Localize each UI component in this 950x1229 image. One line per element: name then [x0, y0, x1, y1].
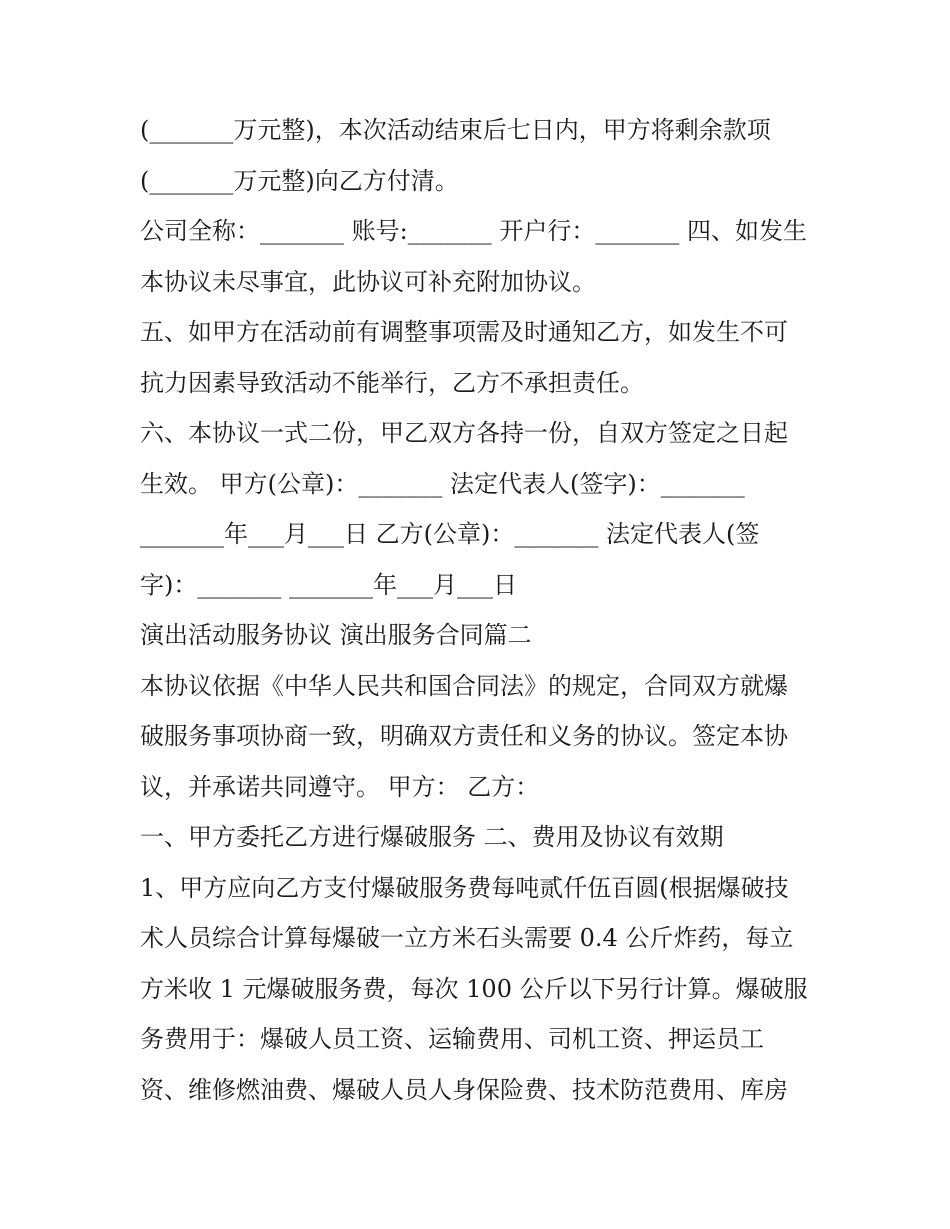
text-line: 抗力因素导致活动不能举行，乙方不承担责任。	[140, 368, 644, 397]
text-line: 公司全称：_______ 账号:_______ 开户行：_______ 四、如发生	[140, 217, 807, 245]
section-heading: 演出活动服务协议 演出服务合同篇二	[140, 621, 532, 649]
text-line: 本协议依据《中华人民共和国合同法》的规定，合同双方就爆	[140, 671, 788, 700]
text-line: 资、维修燃油费、爆破人员人身保险费、技术防范费用、库房	[140, 1075, 788, 1104]
text-line: 本协议未尽事宜，此协议可补充附加协议。	[140, 267, 596, 296]
text-line: 1、甲方应向乙方支付爆破服务费每吨贰仟伍百圆(根据爆破技	[140, 873, 789, 902]
text-line: _______年___月___日 乙方(公章)：_______ 法定代表人(签	[140, 520, 760, 548]
text-line: 术人员综合计算每爆破一立方米石头需要 0.4 公斤炸药，每立	[140, 924, 794, 952]
text-line: (_______万元整)，本次活动结束后七日内，甲方将剩余款项	[140, 116, 771, 144]
text-line: 破服务事项协商一致，明确双方责任和义务的协议。签定本协	[140, 722, 788, 750]
document-body	[140, 105, 830, 1115]
text-line: 字)：_______ _______年___月___日	[140, 570, 517, 599]
text-line: 务费用于：爆破人员工资、运输费用、司机工资、押运员工	[140, 1025, 764, 1053]
text-line: 议，并承诺共同遵守。 甲方： 乙方：	[140, 772, 540, 801]
text-line: 六、本协议一式二份，甲乙双方各持一份，自双方签定之日起	[140, 419, 788, 447]
text-line: 生效。 甲方(公章)：_______ 法定代表人(签字)：_______	[140, 469, 745, 498]
text-line: (_______万元整)向乙方付清。	[140, 166, 459, 195]
text-line: 方米收 1 元爆破服务费，每次 100 公斤以下另行计算。爆破服	[140, 974, 808, 1003]
text-line: 一、甲方委托乙方进行爆破服务 二、费用及协议有效期	[140, 823, 724, 851]
text-line: 五、如甲方在活动前有调整事项需及时通知乙方，如发生不可	[140, 318, 788, 346]
